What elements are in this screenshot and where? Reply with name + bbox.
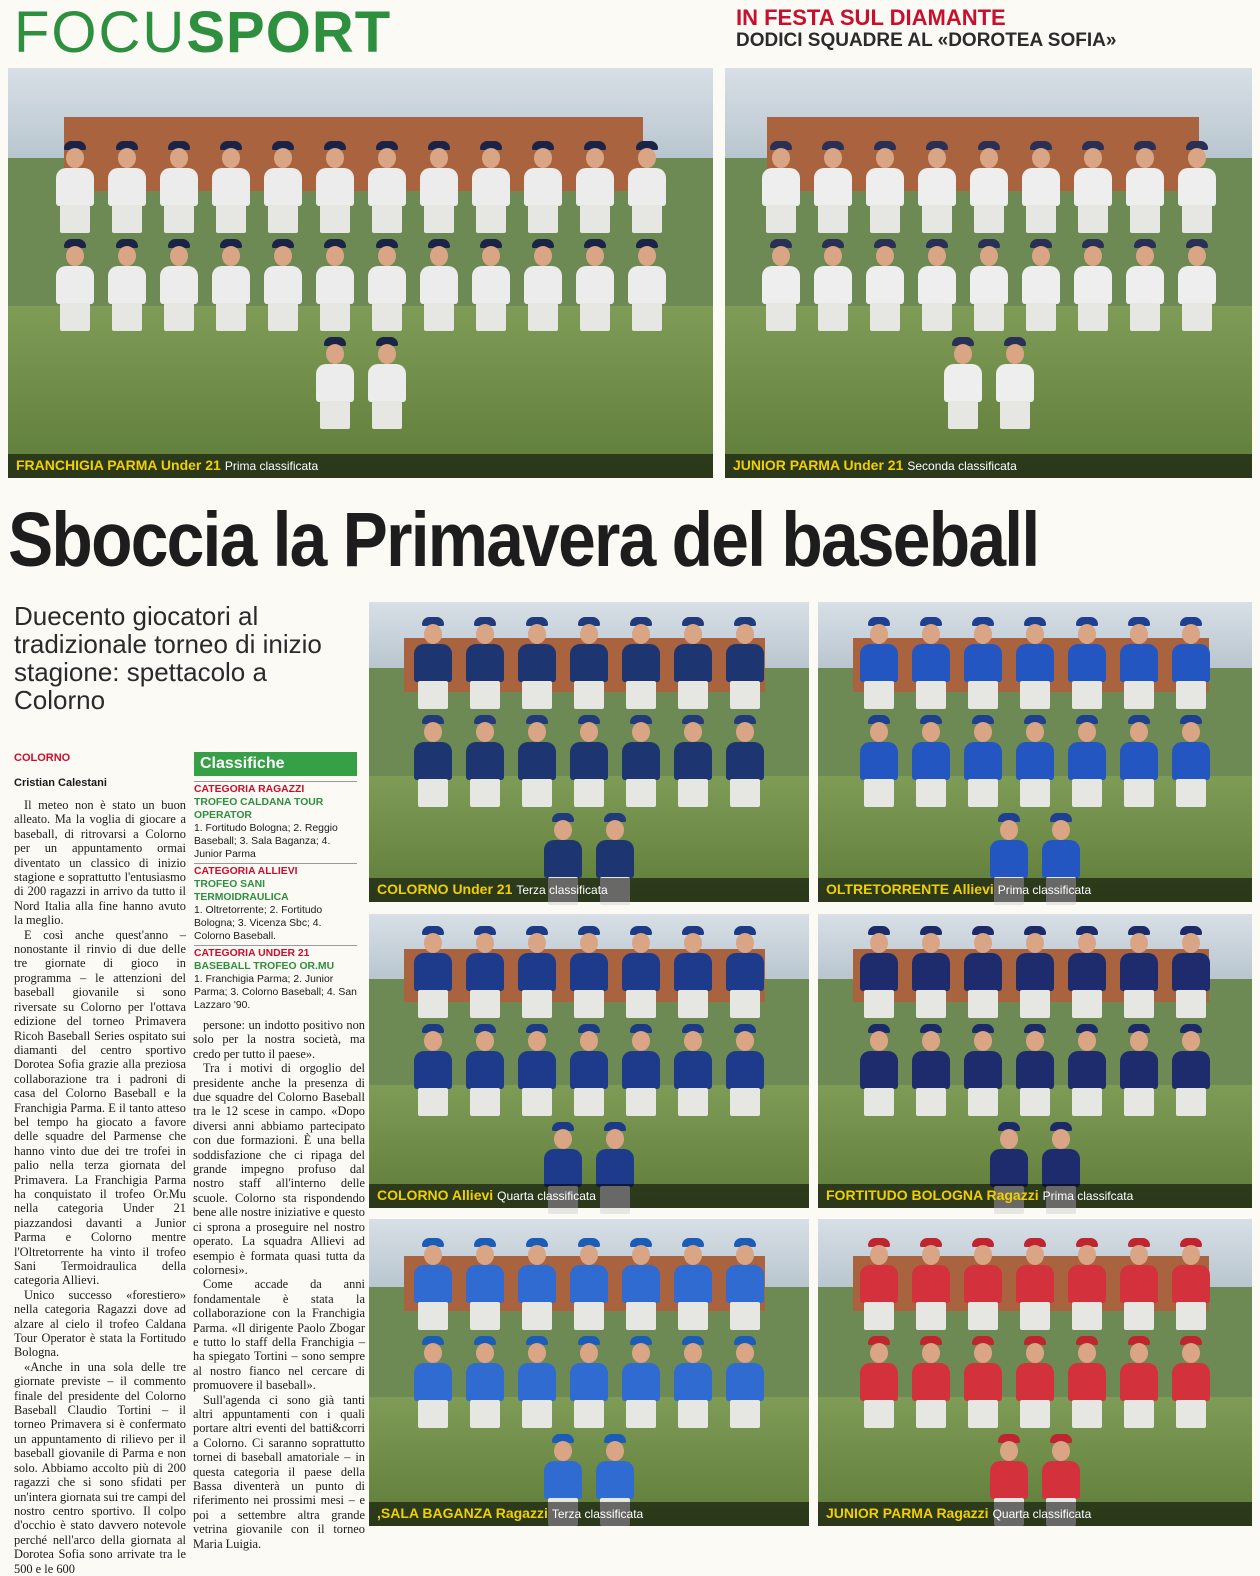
player-figure <box>417 141 461 233</box>
player-figure <box>857 1024 901 1116</box>
player-figure <box>723 1238 767 1330</box>
player-figure <box>105 141 149 233</box>
photo-caption-team: COLORNO Under 21 <box>377 881 513 897</box>
player-figure <box>567 1024 611 1116</box>
player-figure <box>1175 239 1219 331</box>
section-title <box>14 0 392 65</box>
article-column-2 <box>193 1018 365 1551</box>
player-figure <box>463 617 507 709</box>
photo-caption <box>369 878 809 902</box>
player-figure <box>857 1336 901 1428</box>
standings-category: CATEGORIA UNDER 21 <box>194 945 357 960</box>
player-figure <box>961 926 1005 1018</box>
photo-caption-place: Seconda classificata <box>907 459 1017 473</box>
player-figure <box>515 617 559 709</box>
player-figure <box>1065 1024 1109 1116</box>
player-figure <box>567 926 611 1018</box>
player-figure <box>463 715 507 807</box>
team-photo <box>369 914 809 1208</box>
player-figure <box>365 337 409 429</box>
team-photo <box>818 1219 1252 1526</box>
photo-team-group <box>36 142 685 429</box>
player-figure <box>1117 1238 1161 1330</box>
player-figure <box>567 1336 611 1428</box>
photo-caption-team: COLORNO Allievi <box>377 1187 494 1203</box>
standings-category: CATEGORIA ALLIEVI <box>194 863 357 878</box>
player-figure <box>1013 1024 1057 1116</box>
player-figure <box>967 239 1011 331</box>
player-figure <box>1169 1336 1213 1428</box>
team-photo <box>369 602 809 902</box>
player-figure <box>1065 926 1109 1018</box>
photo-caption-place: Terza classificata <box>516 883 608 897</box>
photo-team-group <box>746 142 1231 429</box>
player-figure <box>941 337 985 429</box>
player-figure <box>1117 926 1161 1018</box>
headline: Sboccia la Primavera del baseball <box>8 497 1039 583</box>
player-figure <box>515 926 559 1018</box>
team-photo <box>725 68 1252 478</box>
player-figure <box>619 1238 663 1330</box>
photo-caption-team: JUNIOR PARMA Ragazzi <box>826 1505 989 1521</box>
section-title-sport: SPORT <box>186 0 392 65</box>
player-figure <box>671 1336 715 1428</box>
player-figure <box>365 141 409 233</box>
photo-caption-team: FORTITUDO BOLOGNA Ragazzi <box>826 1187 1039 1203</box>
photo-caption-place: Prima classifcata <box>1042 1189 1134 1203</box>
player-figure <box>411 715 455 807</box>
player-figure <box>671 617 715 709</box>
photo-team-group <box>835 656 1234 866</box>
player-figure <box>1065 1238 1109 1330</box>
article-paragraph: persone: un indotto positivo non solo per la nostra società, ma credo per tutto il paese». <box>193 1018 365 1061</box>
player-figure <box>619 1024 663 1116</box>
player-figure <box>1123 239 1167 331</box>
player-figure <box>993 337 1037 429</box>
player-figure <box>573 141 617 233</box>
standings-section <box>194 863 357 943</box>
player-figure <box>811 141 855 233</box>
player-figure <box>53 239 97 331</box>
article-paragraph: Unico successo «forestiero» nella categoria Ragazzi dove ad alzare al cielo il trofeo Caldana Tour Operator è stata la Fortitudo Bologna. <box>14 1287 186 1360</box>
team-photo <box>8 68 713 478</box>
player-figure <box>1117 617 1161 709</box>
photo-caption-place: Prima classificata <box>224 459 319 473</box>
kicker: IN FESTA SUL DIAMANTE <box>736 5 1006 30</box>
player-figure <box>961 1238 1005 1330</box>
player-figure <box>1065 617 1109 709</box>
photo-caption <box>818 1184 1252 1208</box>
player-figure <box>463 1238 507 1330</box>
player-figure <box>1071 239 1115 331</box>
player-figure <box>811 239 855 331</box>
player-figure <box>411 1238 455 1330</box>
player-figure <box>619 617 663 709</box>
standfirst: Duecento giocatori al tradizionale torneo di inizio stagione: spettacolo a Colorno <box>14 601 322 715</box>
player-figure <box>105 239 149 331</box>
player-figure <box>619 1336 663 1428</box>
standings-results: 1. Oltretorrente; 2. Fortitudo Bologna; 3. Vicenza Sbc; 4. Colorno Baseball. <box>194 905 323 942</box>
player-figure <box>909 926 953 1018</box>
player-figure <box>469 141 513 233</box>
player-figure <box>521 239 565 331</box>
team-photo <box>369 1219 809 1526</box>
player-figure <box>857 617 901 709</box>
player-figure <box>515 715 559 807</box>
player-figure <box>1071 141 1115 233</box>
team-photo <box>818 602 1252 902</box>
player-figure <box>209 141 253 233</box>
player-figure <box>857 1238 901 1330</box>
player-figure <box>1169 617 1213 709</box>
photo-caption-team: JUNIOR PARMA Under 21 <box>733 457 904 473</box>
photo-team-group <box>835 967 1234 1173</box>
player-figure <box>1019 141 1063 233</box>
player-figure <box>515 1238 559 1330</box>
player-figure <box>1013 1336 1057 1428</box>
player-figure <box>573 239 617 331</box>
photo-caption-team: ,SALA BAGANZA Ragazzi <box>377 1505 548 1521</box>
player-figure <box>1117 1336 1161 1428</box>
article-paragraph: Tra i motivi di orgoglio del presidente anche la presenza di due squadre del Colorno Baseball tra le 12 scese in campo. «Dopo diversi anni abbiamo partecipato con due formazioni. È una bella soddisfazione che ci ripaga del grande impegno profuso dal nostro staff all'interno delle scuole. Colorno sta rispondendo bene alle nostre iniziative e questo ci sprona a proseguire nel nostro operato. La squadra Allievi ad esempio è formata quasi tutta da colornesi». <box>193 1061 365 1277</box>
player-figure <box>625 239 669 331</box>
standings-body <box>194 776 357 1012</box>
photo-team-group <box>387 656 792 866</box>
player-figure <box>1169 926 1213 1018</box>
photo-caption-place: Quarta classificata <box>497 1189 596 1203</box>
player-figure <box>261 239 305 331</box>
player-figure <box>1117 1024 1161 1116</box>
standings-section <box>194 945 357 1012</box>
player-figure <box>909 1336 953 1428</box>
photo-caption <box>8 454 713 478</box>
player-figure <box>909 1238 953 1330</box>
player-figure <box>723 1024 767 1116</box>
article-paragraph: Come accade da anni fondamentale è stata la collaborazione con la Franchigia Parma. «Il dirigente Paolo Zbogar e tutto lo staff della Franchigia – ha spiegato Tortini – sono sempre al nostro fianco nel cercare di promuovere il baseball». <box>193 1277 365 1393</box>
photo-team-group <box>387 967 792 1173</box>
player-figure <box>313 337 357 429</box>
player-figure <box>1013 926 1057 1018</box>
player-figure <box>313 239 357 331</box>
standings-trophy: TROFEO CALDANA TOUR OPERATOR <box>194 797 324 821</box>
section-title-focus: FOCU <box>14 0 187 65</box>
player-figure <box>909 1024 953 1116</box>
player-figure <box>463 1024 507 1116</box>
player-figure <box>411 1336 455 1428</box>
photo-caption-place: Quarta classificata <box>992 1507 1092 1521</box>
article-column-1 <box>14 798 186 1576</box>
byline: Cristian Calestani <box>14 777 107 789</box>
player-figure <box>1169 1024 1213 1116</box>
photo-team-group <box>387 1274 792 1489</box>
standings-results: 1. Fortitudo Bologna; 2. Reggio Baseball; 3. Sala Baganza; 4. Junior Parma <box>194 823 338 860</box>
player-figure <box>411 926 455 1018</box>
photo-caption-team: FRANCHIGIA PARMA Under 21 <box>16 457 221 473</box>
player-figure <box>723 715 767 807</box>
player-figure <box>1065 715 1109 807</box>
photo-caption <box>369 1502 809 1526</box>
player-figure <box>1013 617 1057 709</box>
photo-team-group <box>835 1274 1234 1489</box>
photo-caption-team: OLTRETORRENTE Allievi <box>826 881 994 897</box>
player-figure <box>1169 1238 1213 1330</box>
player-figure <box>567 1238 611 1330</box>
standings-title: Classifiche <box>194 752 357 776</box>
player-figure <box>463 926 507 1018</box>
subkicker: DODICI SQUADRE AL «DOROTEA SOFIA» <box>736 30 1117 51</box>
player-figure <box>1123 141 1167 233</box>
top-kicker-block <box>736 6 1256 52</box>
photo-caption <box>725 454 1252 478</box>
player-figure <box>909 715 953 807</box>
standings-trophy: TROFEO SANI TERMOIDRAULICA <box>194 879 289 903</box>
player-figure <box>521 141 565 233</box>
player-figure <box>723 617 767 709</box>
player-figure <box>961 617 1005 709</box>
player-figure <box>1169 715 1213 807</box>
photo-caption-place: Prima classificata <box>997 883 1092 897</box>
player-figure <box>463 1336 507 1428</box>
player-figure <box>515 1024 559 1116</box>
player-figure <box>915 239 959 331</box>
player-figure <box>567 715 611 807</box>
player-figure <box>1013 1238 1057 1330</box>
player-figure <box>469 239 513 331</box>
standings-box <box>194 752 357 1012</box>
player-figure <box>915 141 959 233</box>
player-figure <box>671 926 715 1018</box>
player-figure <box>671 1238 715 1330</box>
player-figure <box>863 141 907 233</box>
player-figure <box>1013 715 1057 807</box>
player-figure <box>417 239 461 331</box>
player-figure <box>1117 715 1161 807</box>
photo-caption <box>818 1502 1252 1526</box>
player-figure <box>723 926 767 1018</box>
article-paragraph: E così anche quest'anno – nonostante il rinvio di due delle tre giornate di gioco in programma – le attenzioni del baseball giovanile si sono riversate su Colorno per l'ottava edizione del torneo Primavera Ricoh Baseball Series ospitato sui diamanti del centro sportivo Dorotea Sofia grazie alla preziosa collaborazione tra i padroni di casa del Colorno Baseball e la Franchigia Parma. E il tanto atteso bel tempo ha giocato a favore delle squadre del Parmense che hanno vinto due dei tre trofei in palio nella terza giornata del Primavera. La Franchigia Parma ha conquistato il trofeo Or.Mu nella categoria Under 21 piazzandosi davanti a Junior Parma e Colorno mentre l'Oltretorrente ha vinto il trofeo Sani Termoidraulica della categoria Allievi. <box>14 927 186 1288</box>
player-figure <box>863 239 907 331</box>
player-figure <box>857 715 901 807</box>
standings-trophy: BASEBALL TROFEO OR.MU <box>194 961 335 972</box>
player-figure <box>759 141 803 233</box>
player-figure <box>515 1336 559 1428</box>
dateline: COLORNO <box>14 752 71 764</box>
player-figure <box>967 141 1011 233</box>
article-paragraph: «Anche in una sola delle tre giornate previste – il commento finale del presidente del Colorno Baseball Claudio Tortini – il torneo Primavera si è confermato un appuntamento di rilievo per il baseball giovanile di Parma e non solo. Abbiamo accolto più di 200 ragazzi che si sono sfidati per un'intera giornata sui tre campi del nostro centro sportivo. Il colpo d'occhio è stato davvero notevole perché nell'arco della giornata al Dorotea Sofia sono arrivate tra le 500 e le 600 <box>14 1359 186 1576</box>
player-figure <box>313 141 357 233</box>
player-figure <box>209 239 253 331</box>
player-figure <box>909 617 953 709</box>
article-paragraph: Sull'agenda ci sono già tanti altri appuntamenti con i quali portare altri eventi del batti&corri a Colorno. Ci saranno soprattutto tornei di baseball amatoriale – in questa categoria il paese della Bassa diventerà un punto di riferimento nei prossimi mesi – e poi a settembre altra grande vetrina giovanile con il torneo Maria Luigia. <box>193 1392 365 1551</box>
player-figure <box>365 239 409 331</box>
player-figure <box>411 1024 455 1116</box>
player-figure <box>857 926 901 1018</box>
player-figure <box>671 1024 715 1116</box>
team-photo <box>818 914 1252 1208</box>
photo-caption-place: Terza classificata <box>551 1507 644 1521</box>
player-figure <box>619 926 663 1018</box>
player-figure <box>671 715 715 807</box>
player-figure <box>961 1336 1005 1428</box>
player-figure <box>759 239 803 331</box>
player-figure <box>53 141 97 233</box>
standings-category: CATEGORIA RAGAZZI <box>194 781 357 796</box>
player-figure <box>961 715 1005 807</box>
player-figure <box>723 1336 767 1428</box>
standings-section <box>194 781 357 861</box>
player-figure <box>1019 239 1063 331</box>
article-paragraph: Il meteo non è stato un buon alleato. Ma la voglia di giocare a baseball, di ritrovarsi a Colorno per un appuntamento ormai diventato un classico di inizio stagione e soprattutto l'entusiasmo di 200 ragazzi in arrivo da tutto il Nord Italia alla fine hanno avuto la meglio. <box>14 798 186 928</box>
player-figure <box>567 617 611 709</box>
standings-results: 1. Franchigia Parma; 2. Junior Parma; 3. Colorno Baseball; 4. San Lazzaro '90. <box>194 974 357 1011</box>
player-figure <box>619 715 663 807</box>
photo-caption <box>369 1184 809 1208</box>
photo-caption <box>818 878 1252 902</box>
player-figure <box>961 1024 1005 1116</box>
player-figure <box>1175 141 1219 233</box>
player-figure <box>157 141 201 233</box>
player-figure <box>157 239 201 331</box>
player-figure <box>261 141 305 233</box>
player-figure <box>625 141 669 233</box>
player-figure <box>1065 1336 1109 1428</box>
player-figure <box>411 617 455 709</box>
